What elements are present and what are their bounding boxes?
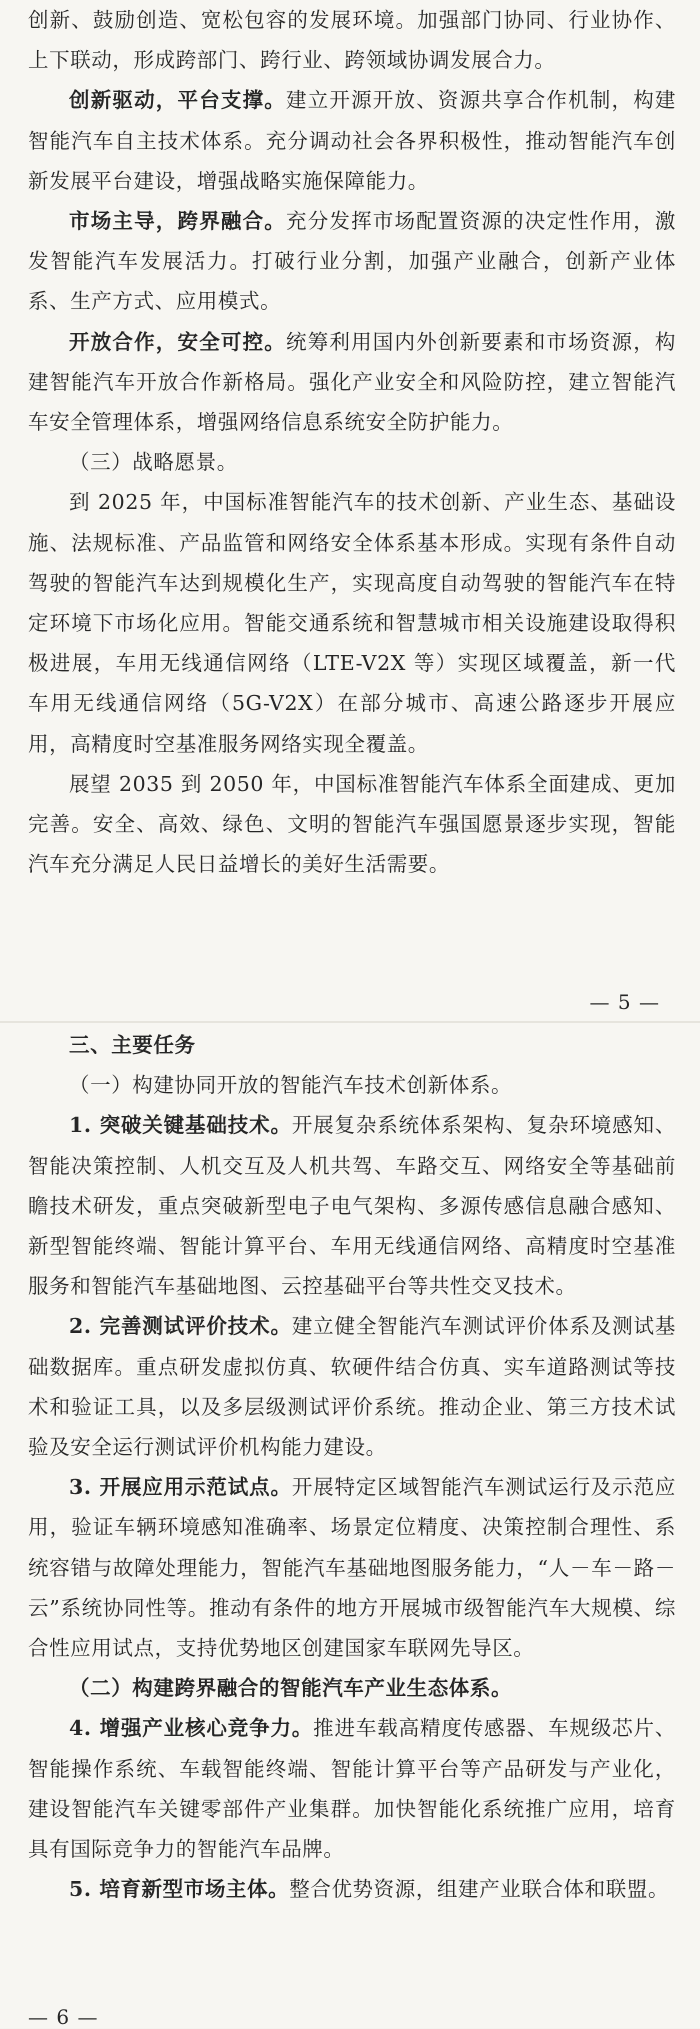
principle-market-paragraph: [28, 201, 676, 322]
task-item-3: [28, 1467, 676, 1668]
paragraph-text: 建立开源开放、资源共享合作机制，构建智能汽车自主技术体系。充分调动社会各界积极性，推动智能汽车创新发展平台建设，增强战略实施保障能力。: [28, 88, 676, 193]
task-text: 推进车载高精度传感器、车规级芯片、智能操作系统、车载智能终端、智能计算平台等产品研发与产业化，建设智能汽车关键零部件产业集群。加快智能化系统推广应用，培育具有国际竞争力的智能汽车品牌。: [28, 1716, 676, 1862]
vision-2025-paragraph: 到 2025 年，中国标准智能汽车的技术创新、产业生态、基础设施、法规标准、产品监管和网络安全体系基本形成。实现有条件自动驾驶的智能汽车达到规模化生产，实现高度自动驾驶的智能汽车在特定环境下市场化应用。智能交通系统和智慧城市相关设施建设取得积极进展，车用无线通信网络（LTE-V2X 等）实现区域覆盖，新一代车用无线通信网络（5G-V2X）在部分城市、高速公路逐步开展应用，高精度时空基准服务网络实现全覆盖。: [28, 490, 676, 756]
task-text: 开展特定区域智能汽车测试运行及示范应用，验证车辆环境感知准确率、场景定位精度、决策控制合理性、系统容错与故障处理能力，智能汽车基础地图服务能力，“人－车－路－云”系统协同性等。推动有条件的地方开展城市级智能汽车大规模、综合性应用试点，支持优势地区创建国家车联网先导区。: [28, 1475, 676, 1661]
page-number: — 6 —: [28, 2005, 99, 2029]
task-heading: 5. 培育新型市场主体。: [69, 1877, 290, 1902]
task-item-1: [28, 1105, 676, 1306]
vision-2035-paragraph: 展望 2035 到 2050 年，中国标准智能汽车体系全面建成、更加完善。安全、高效、绿色、文明的智能汽车强国愿景逐步实现，智能汽车充分满足人民日益增长的美好生活需要。: [28, 771, 676, 877]
task-item-4: [28, 1708, 676, 1869]
task-item-5: [28, 1869, 676, 1909]
principle-heading: 创新驱动，平台支撑。: [69, 88, 286, 113]
page-6-body: [28, 1025, 676, 1909]
principle-innovation-paragraph: [28, 80, 676, 201]
page-5-body: [28, 0, 676, 884]
paragraph-text: 统筹利用国内外创新要素和市场资源，构建智能汽车开放合作新格局。强化产业安全和风险防控，建立智能汽车安全管理体系，增强网络信息系统安全防护能力。: [28, 329, 676, 435]
document-page-6: [0, 1023, 700, 2028]
page-number: — 5 —: [589, 990, 660, 1014]
principle-heading: 开放合作，安全可控。: [69, 329, 286, 354]
principle-heading: 市场主导，跨界融合。: [69, 209, 286, 234]
task-text: 开展复杂系统体系架构、复杂环境感知、智能决策控制、人机交互及人机共驾、车路交互、网络安全等基础前瞻技术研发，重点突破新型电子电气架构、多源传感信息融合感知、新型智能终端、智能计算平台、车用无线通信网络、高精度时空基准服务和智能汽车基础地图、云控基础平台等共性交叉技术。: [28, 1113, 676, 1299]
paragraph-text: 创新、鼓励创造、宽松包容的发展环境。加强部门协同、行业协作、上下联动，形成跨部门、跨行业、跨领域协调发展合力。: [28, 8, 676, 73]
task-heading: 1. 突破关键基础技术。: [69, 1113, 292, 1138]
task-heading: 3. 开展应用示范试点。: [69, 1475, 292, 1500]
task-heading: 2. 完善测试评价技术。: [69, 1314, 292, 1339]
section-title-industry: （二）构建跨界融合的智能汽车产业生态体系。: [69, 1676, 513, 1701]
task-heading: 4. 增强产业核心竞争力。: [69, 1716, 314, 1741]
section-title-vision: （三）战略愿景。: [69, 450, 238, 475]
continuation-paragraph: [28, 0, 676, 80]
task-text: 整合优势资源，组建产业联合体和联盟。: [289, 1877, 670, 1902]
chapter-title: 三、主要任务: [69, 1033, 196, 1057]
task-item-2: [28, 1306, 676, 1467]
paragraph-text: 充分发挥市场配置资源的决定性作用，激发智能汽车发展活力。打破行业分割，加强产业融合，创新产业体系、生产方式、应用模式。: [28, 209, 676, 314]
task-text: 建立健全智能汽车测试评价体系及测试基础数据库。重点研发虚拟仿真、软硬件结合仿真、实车道路测试等技术和验证工具，以及多层级测试评价系统。推动企业、第三方技术试验及安全运行测试评价机构能力建设。: [28, 1314, 676, 1460]
principle-open-paragraph: [28, 322, 676, 443]
section-title-tech: （一）构建协同开放的智能汽车技术创新体系。: [69, 1073, 513, 1098]
